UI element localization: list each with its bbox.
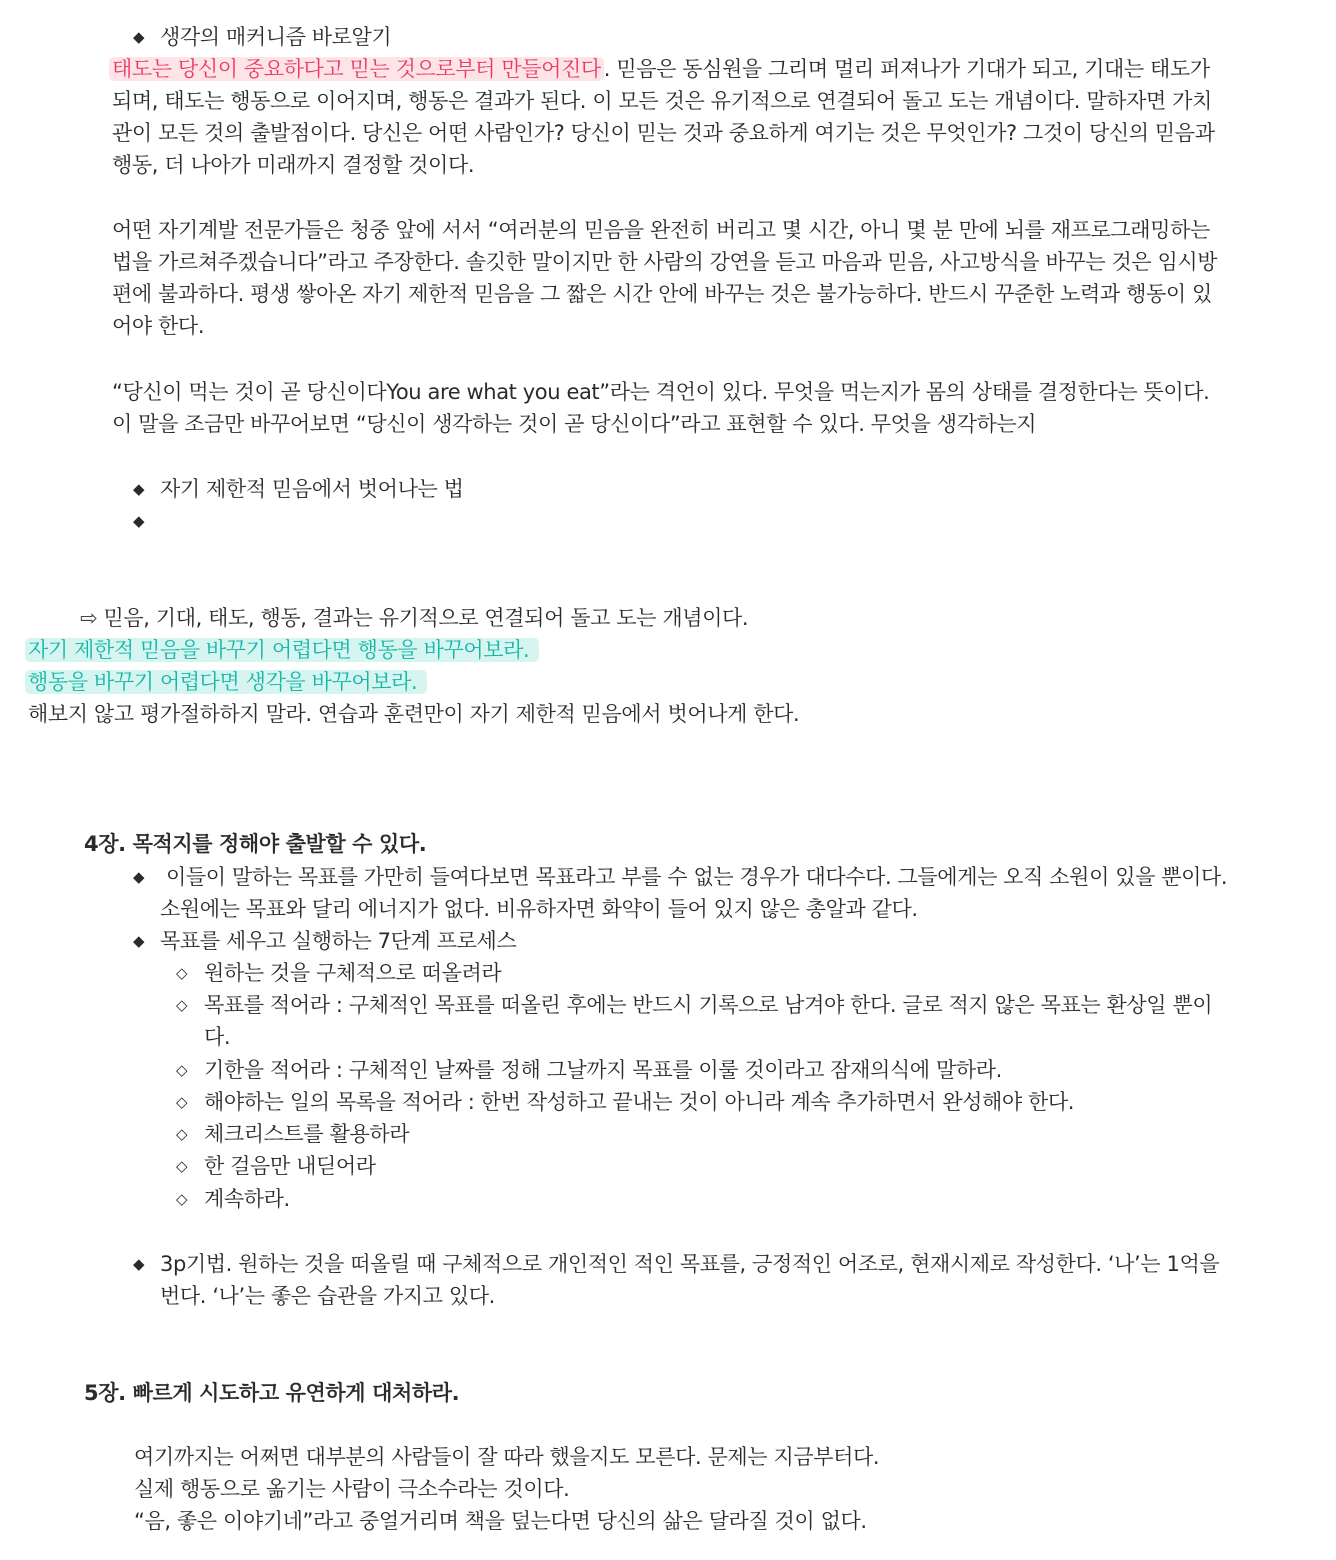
hollow-diamond-bullet-icon: ◇	[176, 1093, 188, 1111]
list-item: 생각의 매커니즘 바로알기	[160, 25, 392, 49]
summary-line	[28, 634, 539, 666]
paragraph-line: 되며, 태도는 행동으로 이어지며, 행동은 결과가 된다. 이 모든 것은 유기적으로 연결되어 돌고 도는 개념이다. 말하자면 가치	[112, 89, 1212, 113]
paragraph-line: “당신이 먹는 것이 곧 당신이다You are what you eat”라는 격언이 있다. 무엇을 먹는지가 몸의 상태를 결정한다는 뜻이다.	[112, 380, 1210, 404]
chapter-heading: 5장. 빠르게 시도하고 유연하게 대처하라.	[84, 1381, 460, 1405]
arrow-right-icon: ⇨	[80, 606, 98, 630]
highlighted-text: 행동을 바꾸기 어렵다면 생각을 바꾸어보라.	[25, 670, 427, 694]
paragraph-line: 어야 한다.	[112, 314, 205, 338]
list-item: 목표를 세우고 실행하는 7단계 프로세스	[160, 929, 517, 953]
sub-list-item: 해야하는 일의 목록을 적어라 : 한번 작성하고 끝내는 것이 아니라 계속 추가하면서 완성해야 한다.	[204, 1090, 1075, 1114]
sub-list-item-continuation: 다.	[204, 1025, 231, 1049]
sub-list-item: 한 걸음만 내딛어라	[204, 1154, 376, 1178]
summary-line	[28, 666, 427, 698]
hollow-diamond-bullet-icon: ◇	[176, 1190, 188, 1208]
hollow-diamond-bullet-icon: ◇	[176, 996, 188, 1014]
paragraph-line: 관이 모든 것의 출발점이다. 당신은 어떤 사람인가? 당신이 믿는 것과 중요하게 여기는 것은 무엇인가? 그것이 당신의 믿음과	[112, 121, 1215, 145]
hollow-diamond-bullet-icon: ◇	[176, 1157, 188, 1175]
sub-list-item: 체크리스트를 활용하라	[204, 1122, 410, 1146]
diamond-bullet-icon: ◆	[133, 932, 145, 950]
sub-list-item: 목표를 적어라 : 구체적인 목표를 떠올린 후에는 반드시 기록으로 남겨야 한다. 글로 적지 않은 목표는 환상일 뿐이	[204, 993, 1213, 1017]
summary-line: ⇨ 믿음, 기대, 태도, 행동, 결과는 유기적으로 연결되어 돌고 도는 개념이다.	[80, 606, 749, 630]
sub-list-item: 기한을 적어라 : 구체적인 날짜를 정해 그날까지 목표를 이룰 것이라고 잠재의식에 말하라.	[204, 1058, 1002, 1082]
chapter-heading: 4장. 목적지를 정해야 출발할 수 있다.	[84, 832, 427, 856]
list-item-continuation: 번다. ‘나’는 좋은 습관을 가지고 있다.	[160, 1284, 495, 1308]
paragraph-line: 여기까지는 어쩌면 대부분의 사람들이 잘 따라 했을지도 모른다. 문제는 지금부터다.	[134, 1445, 880, 1469]
highlighted-text: 자기 제한적 믿음을 바꾸기 어렵다면 행동을 바꾸어보라.	[25, 638, 539, 662]
paragraph-line: 실제 행동으로 옮기는 사람이 극소수라는 것이다.	[134, 1477, 570, 1501]
summary-line: 해보지 않고 평가절하하지 말라. 연습과 훈련만이 자기 제한적 믿음에서 벗어나게 한다.	[28, 702, 800, 726]
list-item-continuation: 소원에는 목표와 달리 에너지가 없다. 비유하자면 화약이 들어 있지 않은 총알과 같다.	[160, 897, 918, 921]
paragraph-line: 이 말을 조금만 바꾸어보면 “당신이 생각하는 것이 곧 당신이다”라고 표현할 수 있다. 무엇을 생각하는지	[112, 412, 1037, 436]
paragraph-line: 편에 불과하다. 평생 쌓아온 자기 제한적 믿음을 그 짧은 시간 안에 바꾸는 것은 불가능하다. 반드시 꾸준한 노력과 행동이 있	[112, 282, 1212, 306]
list-item: 자기 제한적 믿음에서 벗어나는 법	[160, 477, 464, 501]
highlighted-text: 태도는 당신이 중요하다고 믿는 것으로부터 만들어진다	[109, 57, 604, 81]
sub-list-item: 계속하라.	[204, 1187, 290, 1211]
hollow-diamond-bullet-icon: ◇	[176, 1061, 188, 1079]
sub-list-item: 원하는 것을 구체적으로 떠올려라	[204, 961, 502, 985]
hollow-diamond-bullet-icon: ◇	[176, 964, 188, 982]
paragraph-line: “음, 좋은 이야기네”라고 중얼거리며 책을 덮는다면 당신의 삶은 달라질 것이 없다.	[134, 1509, 867, 1533]
diamond-bullet-icon: ◆	[133, 480, 145, 498]
list-item: 이들이 말하는 목표를 가만히 들여다보면 목표라고 부를 수 없는 경우가 대다수다. 그들에게는 오직 소원이 있을 뿐이다.	[166, 865, 1228, 889]
diamond-bullet-icon: ◆	[133, 28, 145, 46]
paragraph-line: 법을 가르쳐주겠습니다”라고 주장한다. 솔깃한 말이지만 한 사람의 강연을 듣고 마음과 믿음, 사고방식을 바꾸는 것은 임시방	[112, 250, 1218, 274]
paragraph-line: 태도는 당신이 중요하다고 믿는 것으로부터 만들어진다 . 믿음은 동심원을 그리며 멀리 퍼져나가 기대가 되고, 기대는 태도가	[112, 53, 1210, 85]
diamond-bullet-icon: ◆	[133, 512, 145, 530]
hollow-diamond-bullet-icon: ◇	[176, 1125, 188, 1143]
paragraph-line: 어떤 자기계발 전문가들은 청중 앞에 서서 “여러분의 믿음을 완전히 버리고 몇 시간, 아니 몇 분 만에 뇌를 재프로그래밍하는	[112, 218, 1210, 242]
list-item: 3p기법. 원하는 것을 떠올릴 때 구체적으로 개인적인 적인 목표를, 긍정적인 어조로, 현재시제로 작성한다. ‘나’는 1억을	[160, 1252, 1220, 1276]
diamond-bullet-icon: ◆	[133, 868, 145, 886]
diamond-bullet-icon: ◆	[133, 1255, 145, 1273]
paragraph-line: 행동, 더 나아가 미래까지 결정할 것이다.	[112, 153, 475, 177]
